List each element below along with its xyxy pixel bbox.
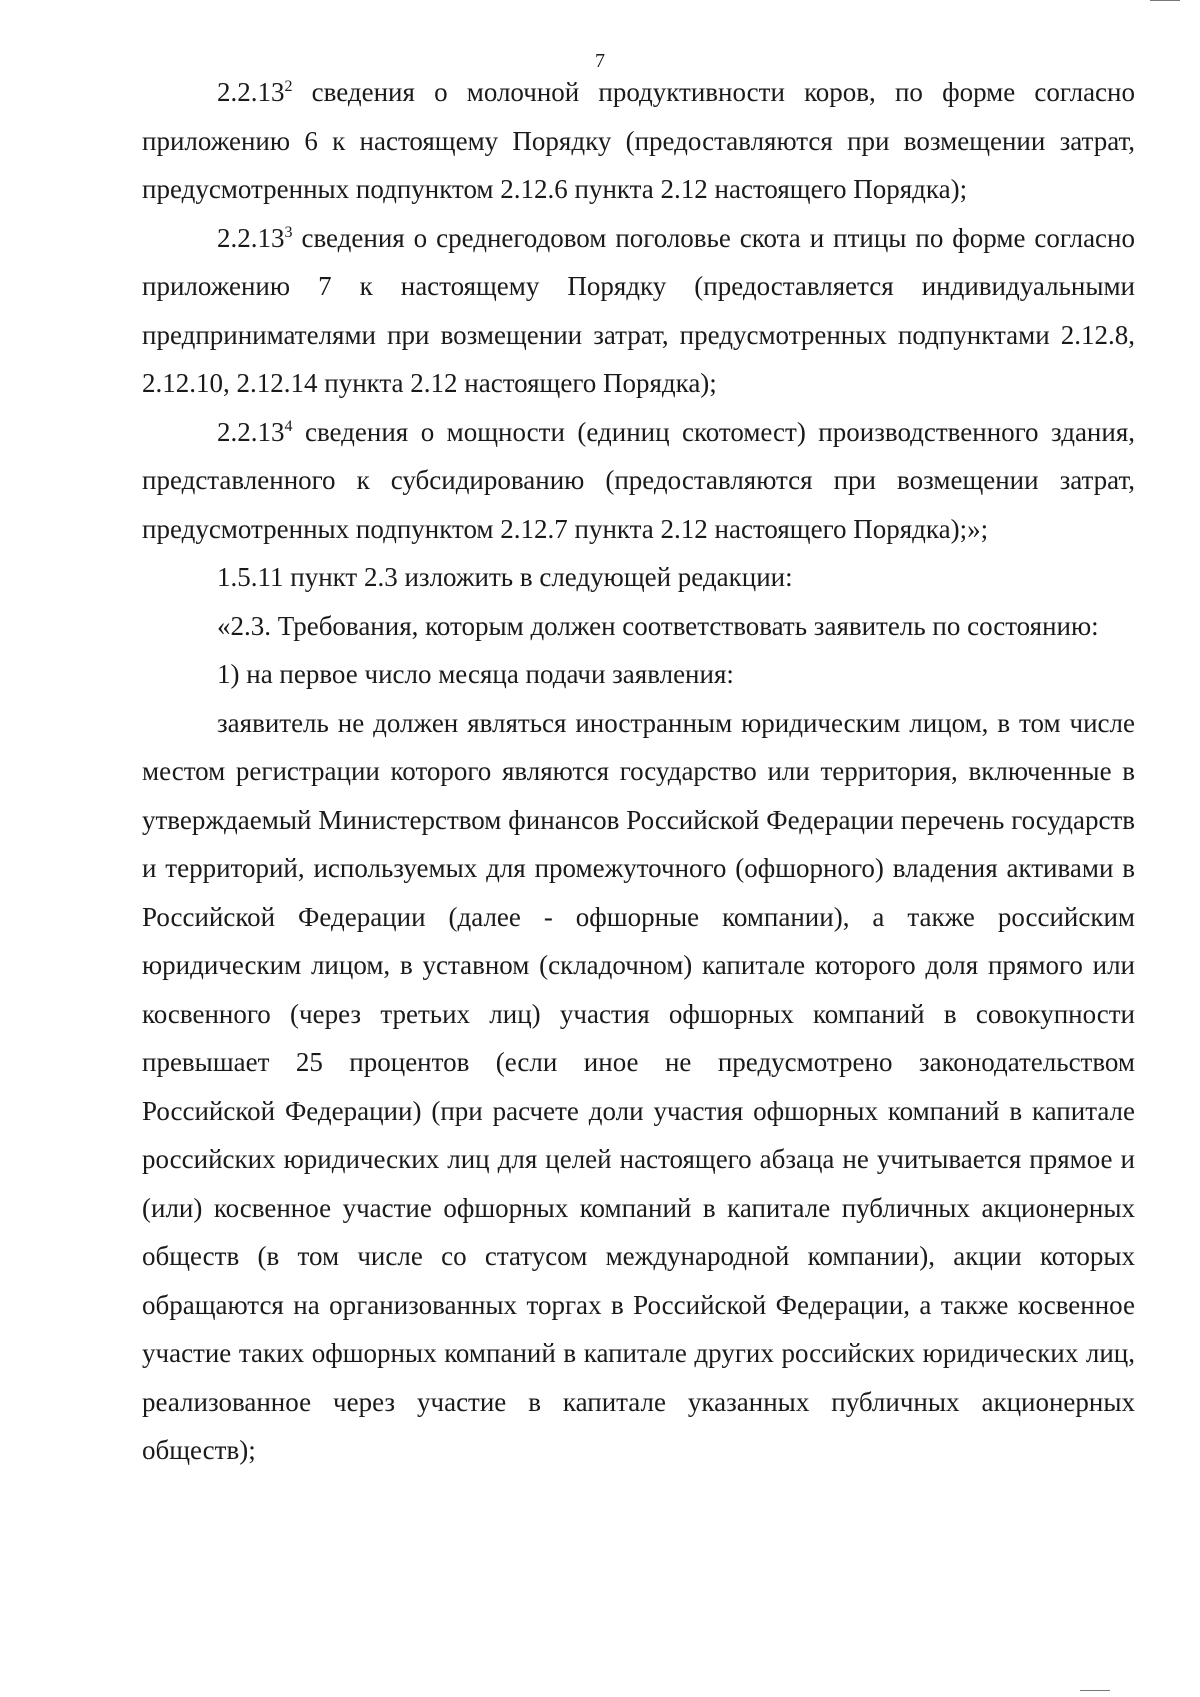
paragraph-text: сведения о молочной продуктивности коров, по форме согласно приложению 6 к настоящему Порядку (предоставляются при возмещении затрат, предусмотренных подпунктом 2.12.6 пункта 2.12 настоящего Порядка); bbox=[142, 77, 1135, 204]
scan-mark-top-right bbox=[1150, 0, 1180, 7]
paragraph-1-5-11: 1.5.11 пункт 2.3 изложить в следующей редакции: bbox=[217, 562, 793, 592]
paragraph-item-1: 1) на первое число месяца подачи заявления: bbox=[217, 659, 734, 689]
item-number: 2.2.13$^4$ bbox=[217, 416, 293, 447]
paragraph-2-2-13-4 bbox=[142, 408, 1135, 554]
scan-mark-bottom-right bbox=[1080, 1690, 1110, 1697]
paragraph-applicant-requirement: заявитель не должен являться иностранным юридическим лицом, в том числе местом регистрации которого являются государство или территория, включенные в утверждаемый Министерством финансов Российской Федерации перечень государств и территорий, используемых для промежуточного (офшорного) владения активами в Российской Федерации (далее - офшорные компании), а также российским юридическим лицом, в уставном (складочном) капитале которого доля прямого или косвенного (через третьих лиц) участия офшорных компаний в совокупности превышает 25 процентов (если иное не предусмотрено законодательством Российской Федерации) (при расчете доли участия офшорных компаний в капитале российских юридических лиц для целей настоящего абзаца не учитывается прямое и (или) косвенное участие офшорных компаний в капитале публичных акционерных обществ (в том числе со статусом международной компании), акции которых обращаются на организованных торгах в Российской Федерации, а также косвенное участие таких офшорных компаний в капитале других российских юридических лиц, реализованное через участие в капитале указанных публичных акционерных обществ); bbox=[142, 707, 1135, 1465]
page-number: 7 bbox=[595, 50, 605, 72]
paragraph-2-2-13-3 bbox=[142, 214, 1135, 408]
item-number: 2.2.13$^3$ bbox=[217, 222, 293, 253]
paragraph-text: сведения о среднегодовом поголовье скота и птицы по форме согласно приложению 7 к настоящему Порядку (предоставляется индивидуальными предпринимателями при возмещении затрат, предусмотренных подпунктами 2.12.8, 2.12.10, 2.12.14 пункта 2.12 настоящего Порядка); bbox=[142, 222, 1135, 398]
item-number: 2.2.13$^2$ bbox=[217, 77, 293, 107]
paragraph-2-3-heading: «2.3. Требования, которым должен соответствовать заявитель по состоянию: bbox=[217, 610, 1099, 641]
paragraph-2-2-13-2 bbox=[142, 68, 1135, 214]
paragraph-text: сведения о мощности (единиц скотомест) производственного здания, представленного к субсидированию (предоставляются при возмещении затрат, предусмотренных подпунктом 2.12.7 пункта 2.12 настоящего Порядка);»; bbox=[142, 416, 1135, 544]
document-body bbox=[142, 68, 1135, 1475]
